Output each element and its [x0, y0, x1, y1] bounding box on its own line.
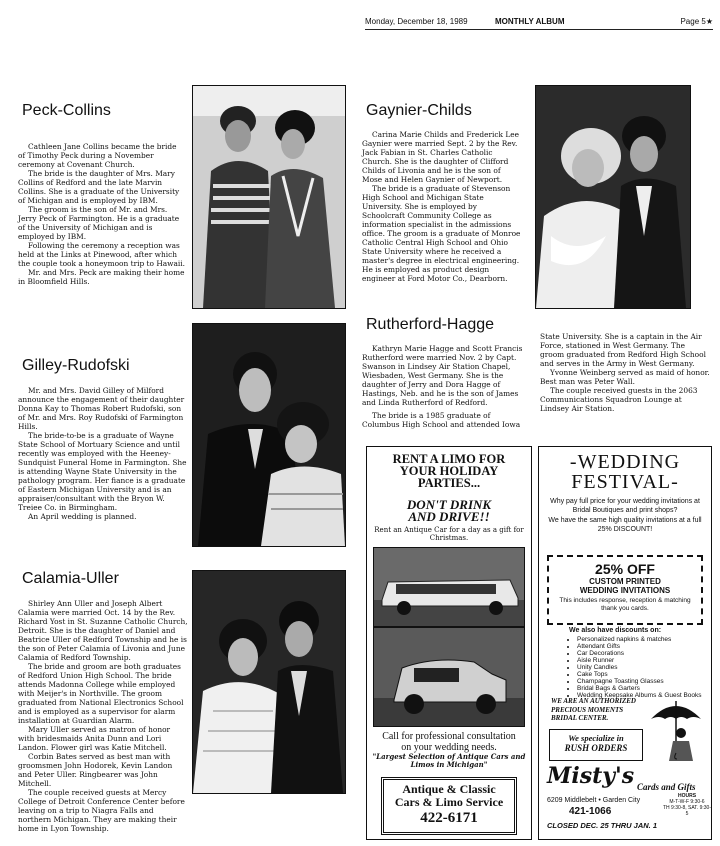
- limo-headline: [367, 453, 531, 489]
- limo-slogan-line: DON'T DRINK: [406, 497, 492, 512]
- paragraph: The bride is the daughter of Mrs. Mary Collins of Redford and the late Marvin Collins. She is a graduate of the University of Michigan and is employed by IBM.: [18, 169, 180, 205]
- limo-headline-line: RENT A LIMO FOR: [392, 452, 506, 466]
- paragraph: The groom is the son of Mr. and Mrs. Jerry Peck of Farmington. He is a graduate of the University of Michigan and is employed by IBM.: [18, 205, 180, 241]
- limo-slogan-line: AND DRIVE!!: [408, 509, 490, 524]
- coupon-discount: 25% OFF: [595, 561, 655, 577]
- paragraph: Mary Uller served as matron of honor with bridesmaids Anita Dunn and Lori Landon. Flower girl was Katie Mitchell.: [18, 725, 171, 752]
- rush-line: RUSH ORDERS: [564, 743, 628, 753]
- discount-list: [569, 627, 702, 699]
- paragraph: The bride is a graduate of Stevenson High School and Michigan State University. She is employed by Schoolcraft Community College as information specialist in the admissions office. The groom is a graduate of Monroe Catholic Central High School and Ohio State University where he received a master's degree in electrical engineering. He is employed as product design engineer at Ford Motor Co., Dearborn.: [362, 184, 521, 283]
- article-title-gilley: Gilley-Rudofski: [22, 357, 130, 374]
- paragraph: Mr. and Mrs. Peck are making their home in Bloomfield Hills.: [18, 268, 185, 286]
- wedding-festival-ad: [538, 446, 712, 840]
- list-item: • Unity Candles: [577, 664, 702, 671]
- discount-heading: We also have discounts on:: [569, 627, 662, 634]
- article-body-peck: [18, 142, 186, 286]
- limo-ad: [366, 446, 532, 840]
- limo-company-line: Antique & Classic: [402, 782, 496, 796]
- article-body-gilley: [18, 386, 188, 521]
- wedding-body-line: Why pay full price for your wedding invitations at Bridal Boutiques and print shops?: [550, 498, 700, 514]
- limo-company-line: Cars & Limo Service: [394, 795, 504, 809]
- header-page: Page 5★: [680, 17, 713, 26]
- rush-line: We specialize in: [568, 733, 624, 743]
- store-hours: [663, 793, 711, 817]
- limo-selection-text: "Largest Selection of Antique Cars and Limos in Michigan": [372, 752, 526, 769]
- store-brand: Misty's: [547, 763, 635, 789]
- photo-gilley-rudofski: [192, 323, 346, 547]
- antique-car-photo: [373, 627, 525, 727]
- limo-rent-text: Rent an Antique Car for a day as a gift for Christmas.: [374, 526, 524, 542]
- article-body-rutherford-col1: [362, 344, 530, 429]
- paragraph: Carina Marie Childs and Frederick Lee Gaynier were married Sept. 2 by the Rev. Jack Fabian in St. Charles Catholic Church. She is the daughter of Clifford Childs of Livonia and he is the son of Mose and Helen Gaynier of Newport.: [362, 130, 519, 184]
- article-title-peck: Peck-Collins: [22, 102, 111, 119]
- limo-call-line: on your wedding needs.: [401, 742, 497, 753]
- paragraph: Kathryn Marie Hagge and Scott Francis Rutherford were married Nov. 2 by Capt. Swanson in Lindsey Air Station Chapel, Wiesbaden, West Germany. She is the daughter of Jerry and Dora Hagge of Hastings, Neb. and he is the son of James and Linda Rutherford of Redford.: [362, 344, 523, 407]
- store-brand-sub: Cards and Gifts: [637, 782, 696, 792]
- article-body-gaynier: [362, 130, 522, 283]
- hours-line: M-T-W-F 9:30-6: [669, 799, 705, 805]
- hours-line: TH 9:30-8, SAT. 9:30-5: [663, 805, 711, 817]
- umbrella-girl-icon: [647, 693, 705, 765]
- coupon-line: WEDDING INVITATIONS: [579, 586, 671, 595]
- header-date: Monday, December 18, 1989: [365, 17, 468, 26]
- limo-company-box: [381, 777, 517, 835]
- paragraph: The couple received guests at Mercy College of Detroit Conference Center before leaving on a trip to Niagra Falls and northern Michigan. They are making their home in Lyon Township.: [18, 788, 185, 833]
- list-item: • Champagne Toasting Glasses: [577, 678, 702, 685]
- paragraph: The bride is a 1985 graduate of Columbus High School and attended Iowa: [362, 411, 521, 429]
- wedding-title-line: -WEDDING: [569, 451, 681, 473]
- wedding-body-line: We have the same high quality invitations at a full 25% DISCOUNT!: [548, 517, 702, 533]
- authorized-line: PRECIOUS MOMENTS: [551, 705, 624, 714]
- article-title-rutherford: Rutherford-Hagge: [366, 316, 495, 333]
- authorized-text: [551, 697, 636, 723]
- paragraph: The bride-to-be is a graduate of Wayne State School of Mortuary Science and until recently was employed with the Heeney-Sundquist Funeral Home in Farmington. She is attending Wayne State University in the pathology program. Her fiance is a graduate of Eastern Michigan University and is an appraiser/consultant with the Bryon W. Treiee Co. in Birmingham.: [18, 431, 187, 512]
- list-item: • Wedding Keepsake Albums & Guest Books: [577, 692, 702, 699]
- list-item: • Bridal Bags & Garters: [577, 685, 702, 692]
- paragraph: The bride and groom are both graduates of Redford Union High School. The bride attends Madonna College while employed with Meijer's in Northville. The groom graduated from National Electronics School and is employed as a supervisor for alarm installation at Guardian Alarm.: [18, 662, 184, 725]
- limo-phone: 422-6171: [420, 810, 478, 826]
- authorized-line: WE ARE AN AUTHORIZED: [551, 697, 636, 705]
- store-address: 6209 Middlebelt • Garden City: [547, 797, 641, 804]
- list-item: • Personalized napkins & matches: [577, 636, 702, 643]
- limo-call-text: [371, 731, 527, 753]
- paragraph: Yvonne Weinberg served as maid of honor. Best man was Peter Wall.: [540, 368, 710, 386]
- paragraph: The couple received guests in the 2063 Communications Squadron Lounge at Lindsey Air Station.: [540, 386, 698, 413]
- photo-calamia-uller: [192, 570, 346, 794]
- paragraph: An April wedding is planned.: [28, 512, 137, 521]
- limo-slogan: [367, 499, 531, 523]
- article-body-rutherford-col2: [540, 332, 710, 413]
- limo-headline-line: YOUR HOLIDAY: [399, 464, 499, 478]
- list-item: • Cake Tops: [577, 671, 702, 678]
- article-title-calamia: Calamia-Uller: [22, 570, 119, 587]
- list-item: • Attendant Gifts: [577, 643, 702, 650]
- page-header: [365, 15, 713, 30]
- authorized-line: BRIDAL CENTER.: [551, 714, 609, 722]
- wedding-title: [539, 452, 711, 492]
- wedding-title-line: FESTIVAL-: [571, 471, 679, 493]
- paragraph: Cathleen Jane Collins became the bride of Timothy Peck during a November ceremony at Covenant Church.: [18, 142, 177, 169]
- limo-car-photo: [373, 547, 525, 627]
- wedding-body: [545, 498, 705, 534]
- store-phone: 421-1066: [569, 806, 612, 817]
- photo-peck-collins: [192, 85, 346, 309]
- article-title-gaynier: Gaynier-Childs: [366, 102, 472, 119]
- list-item: • Aisle Runner: [577, 657, 702, 664]
- paragraph: Following the ceremony a reception was held at the Links at Pinewood, after which the couple took a honeymoon trip to Hawaii.: [18, 241, 185, 268]
- limo-headline-line: PARTIES...: [417, 476, 481, 490]
- paragraph: Mr. and Mrs. David Gilley of Milford announce the engagement of their daughter Donna Kay to Thomas Robert Rudofski, son of Mr. and Mrs. Roy Rudofski of Farmington Hills.: [18, 386, 185, 431]
- store-closed-notice: CLOSED DEC. 25 THRU JAN. 1: [547, 821, 658, 830]
- list-item: • Car Decorations: [577, 650, 702, 657]
- rush-orders-box: [549, 729, 643, 761]
- paragraph: Corbin Bates served as best man with groomsmen John Hodorek, Kevin Landon and Peter Uller. Ringbearer was John Mitchell.: [18, 752, 173, 788]
- limo-call-line: Call for professional consultation: [382, 731, 516, 742]
- coupon-line: CUSTOM PRINTED: [589, 577, 661, 586]
- coupon-note: This includes response, reception & matching thank you cards.: [559, 597, 691, 612]
- hours-label: HOURS: [677, 793, 697, 799]
- article-body-calamia: [18, 599, 188, 833]
- header-section: MONTHLY ALBUM: [495, 17, 565, 26]
- paragraph: State University. She is a captain in the Air Force, stationed in West Germany. The groom graduated from Redford High School and serves in the Army in West Germany.: [540, 332, 706, 368]
- photo-gaynier-childs: [535, 85, 691, 309]
- wedding-coupon: [547, 555, 703, 625]
- paragraph: Shirley Ann Uller and Joseph Albert Calamia were married Oct. 14 by the Rev. Richard Yost in St. Suzanne Catholic Church, Detroit. She is the daughter of Daniel and Beatrice Uller of Redford Township and he is the son of Peter Calamia of Livonia and June Calamia of Redford Township.: [18, 599, 188, 662]
